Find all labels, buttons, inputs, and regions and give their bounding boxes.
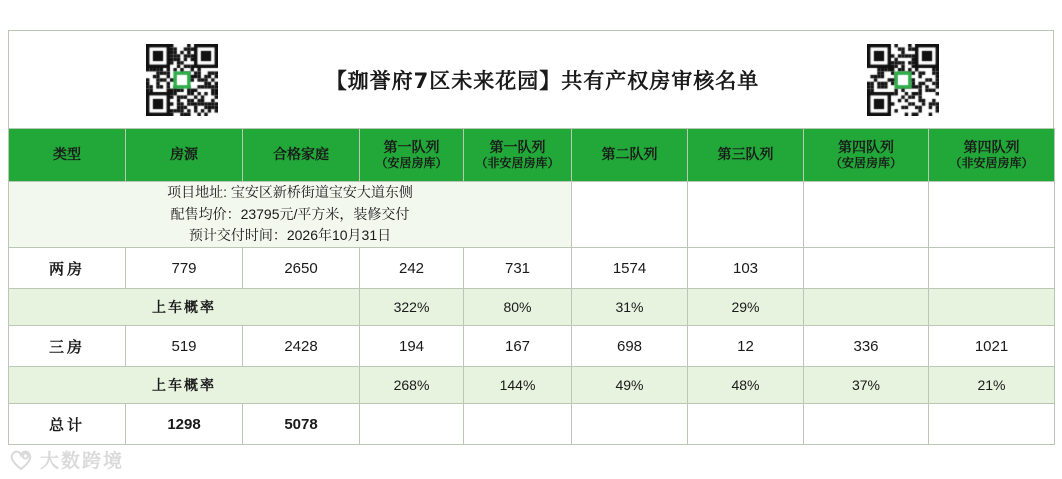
col-header-queue2 bbox=[572, 129, 688, 182]
cell-queue3: 12 bbox=[688, 326, 804, 367]
col-header-qualified-families bbox=[243, 129, 360, 182]
cell-total-queue1-non-anju bbox=[464, 404, 572, 445]
col-header-main: 合格家庭 bbox=[273, 146, 329, 163]
cell-queue4-anju bbox=[804, 248, 929, 289]
row-label-rate: 上车概率 bbox=[9, 289, 360, 326]
cell-total-queue4-anju bbox=[804, 404, 929, 445]
col-header-queue3 bbox=[688, 129, 804, 182]
cell-total-housing: 1298 bbox=[126, 404, 243, 445]
cell-rate-queue3: 48% bbox=[688, 367, 804, 404]
info-blank-cell bbox=[804, 182, 929, 248]
col-header-main: 第四队列 bbox=[963, 138, 1020, 155]
cell-rate-queue3: 29% bbox=[688, 289, 804, 326]
project-address: 项目地址: 宝安区新桥街道宝安大道东侧 bbox=[167, 184, 413, 200]
col-header-sub: （非安居房库） bbox=[949, 156, 1034, 171]
col-header-main: 类型 bbox=[53, 146, 81, 163]
cell-queue4-anju: 336 bbox=[804, 326, 929, 367]
table-row bbox=[9, 367, 1055, 404]
cell-total-queue4-non-anju bbox=[929, 404, 1055, 445]
table-row bbox=[9, 248, 1055, 289]
col-header-main: 第一队列 bbox=[489, 138, 546, 155]
col-header-sub: （安居房库） bbox=[829, 156, 902, 171]
col-header-main: 第四队列 bbox=[838, 138, 894, 155]
project-price: 配售均价：23795元/平方米，装修交付 bbox=[170, 205, 410, 222]
table-row-total bbox=[9, 404, 1055, 445]
col-header-main: 第三队列 bbox=[717, 146, 774, 163]
project-info-cell bbox=[9, 182, 572, 248]
row-label: 三房 bbox=[9, 326, 126, 367]
cell-rate-queue4-anju: 37% bbox=[804, 367, 929, 404]
cell-rate-queue2: 31% bbox=[572, 289, 688, 326]
cell-queue4-non-anju: 1021 bbox=[929, 326, 1055, 367]
qr-code-left[interactable] bbox=[146, 44, 218, 116]
col-header-queue1-anju bbox=[360, 129, 464, 182]
col-header-main: 第一队列 bbox=[383, 138, 440, 155]
cell-housing: 519 bbox=[126, 326, 243, 367]
cell-total-queue3 bbox=[688, 404, 804, 445]
watermark bbox=[8, 446, 124, 473]
cell-rate-queue1-anju: 268% bbox=[360, 367, 464, 404]
cell-qualified: 2428 bbox=[243, 326, 360, 367]
qr-code-right[interactable] bbox=[867, 44, 939, 116]
cell-rate-queue1-non-anju: 144% bbox=[464, 367, 572, 404]
cell-total-queue1-anju bbox=[360, 404, 464, 445]
cell-qualified: 2650 bbox=[243, 248, 360, 289]
cell-queue2: 1574 bbox=[572, 248, 688, 289]
col-header-main: 房源 bbox=[170, 146, 198, 163]
project-info-row bbox=[9, 182, 1055, 248]
page-title: 【珈誉府7区未来花园】共有产权房审核名单 bbox=[325, 68, 760, 93]
heart-logo-icon bbox=[8, 447, 34, 473]
title-container bbox=[218, 65, 867, 95]
table-row bbox=[9, 326, 1055, 367]
cell-queue4-non-anju bbox=[929, 248, 1055, 289]
cell-queue1-anju: 242 bbox=[360, 248, 464, 289]
header-band bbox=[8, 30, 1054, 128]
cell-queue3: 103 bbox=[688, 248, 804, 289]
cell-rate-queue1-non-anju: 80% bbox=[464, 289, 572, 326]
col-header-main: 第二队列 bbox=[601, 146, 658, 163]
row-label: 两房 bbox=[9, 248, 126, 289]
info-blank-cell bbox=[572, 182, 688, 248]
cell-total-queue2 bbox=[572, 404, 688, 445]
info-blank-cell bbox=[929, 182, 1055, 248]
cell-rate-queue2: 49% bbox=[572, 367, 688, 404]
col-header-queue1-non-anju bbox=[464, 129, 572, 182]
col-header-housing bbox=[126, 129, 243, 182]
watermark-text: 大数跨境 bbox=[40, 450, 125, 472]
col-header-queue4-anju bbox=[804, 129, 929, 182]
row-label-total: 总计 bbox=[9, 404, 126, 445]
table-row bbox=[9, 289, 1055, 326]
col-header-queue4-non-anju bbox=[929, 129, 1055, 182]
project-delivery: 预计交付时间：2026年10月31日 bbox=[188, 227, 392, 244]
cell-queue2: 698 bbox=[572, 326, 688, 367]
cell-rate-queue4-non-anju bbox=[929, 289, 1055, 326]
col-header-sub: （非安居房库） bbox=[475, 156, 560, 171]
cell-total-qualified: 5078 bbox=[243, 404, 360, 445]
cell-rate-queue1-anju: 322% bbox=[360, 289, 464, 326]
cell-queue1-non-anju: 167 bbox=[464, 326, 572, 367]
cell-rate-queue4-anju bbox=[804, 289, 929, 326]
col-header-sub: （安居房库） bbox=[375, 156, 448, 171]
cell-queue1-anju: 194 bbox=[360, 326, 464, 367]
cell-queue1-non-anju: 731 bbox=[464, 248, 572, 289]
cell-housing: 779 bbox=[126, 248, 243, 289]
cell-rate-queue4-non-anju: 21% bbox=[929, 367, 1055, 404]
table-header-row bbox=[9, 129, 1055, 182]
audit-table bbox=[8, 128, 1055, 445]
info-blank-cell bbox=[688, 182, 804, 248]
col-header-type bbox=[9, 129, 126, 182]
row-label-rate: 上车概率 bbox=[9, 367, 360, 404]
